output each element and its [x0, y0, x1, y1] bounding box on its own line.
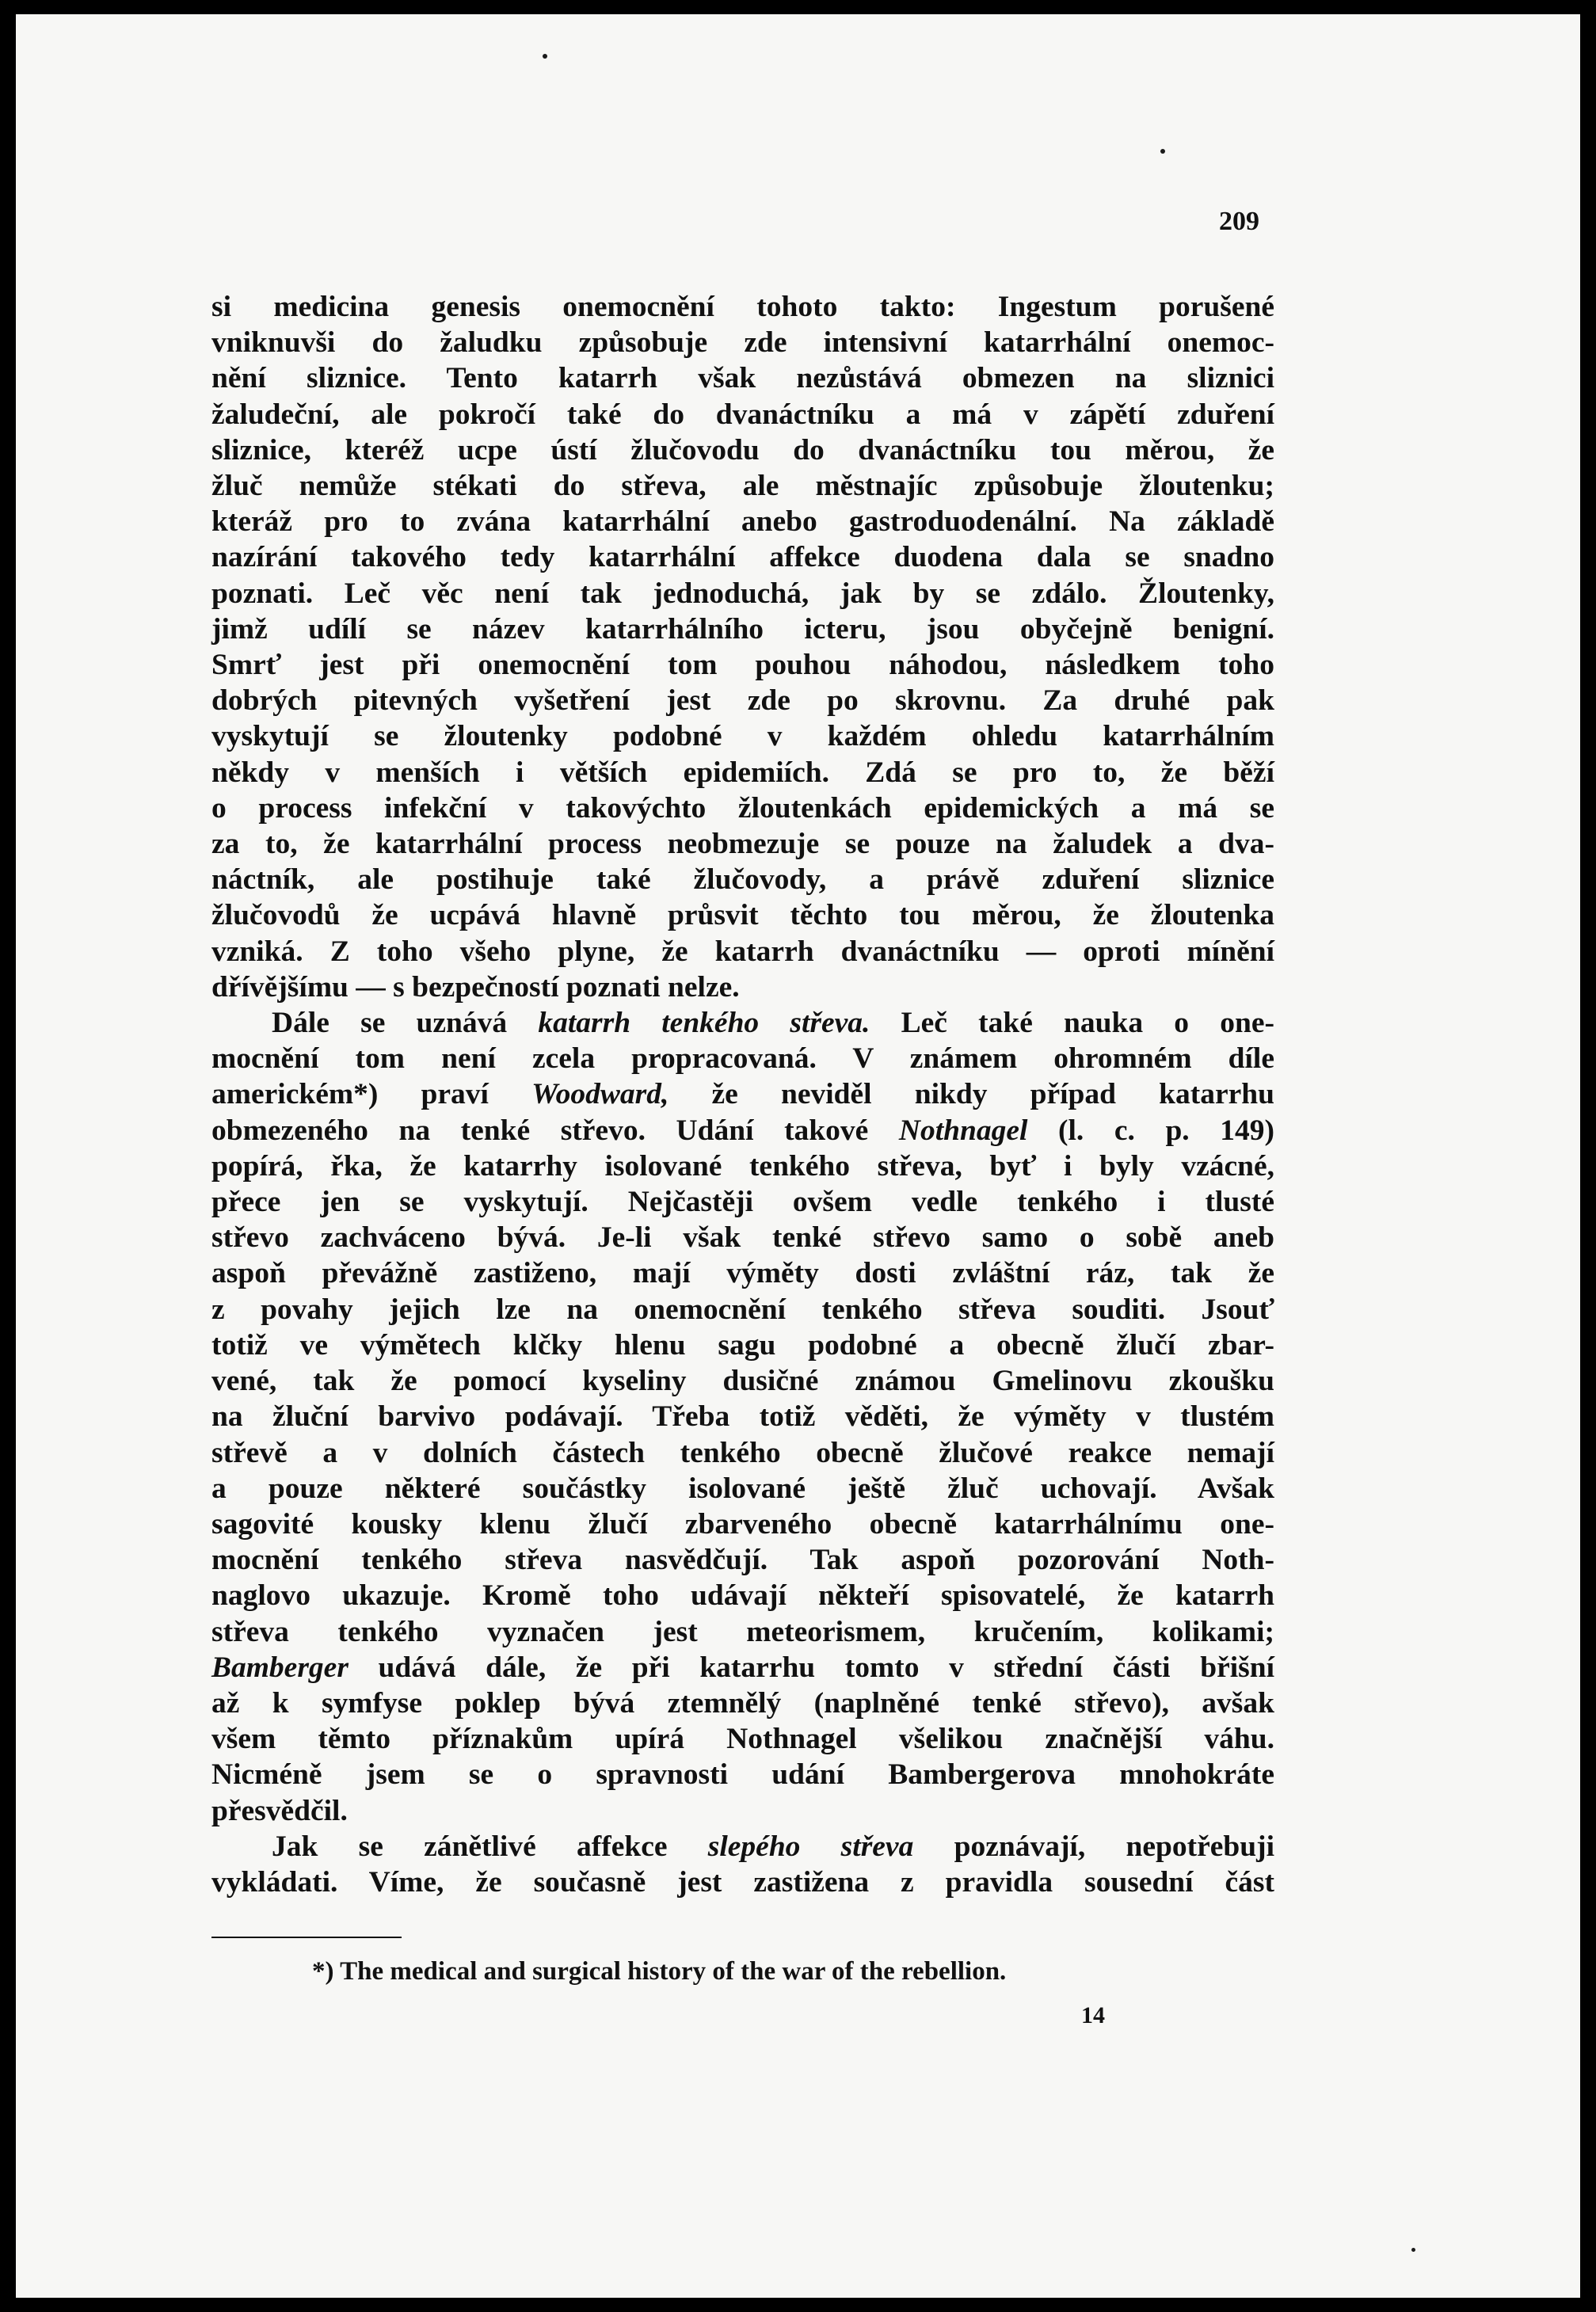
text-run: naglovo ukazuje. Kromě toho udávají někteří spisovatelé, že katarrh: [211, 1579, 1274, 1613]
text-run: dobrých pitevných vyšetření jest zde po skrovnu. Za druhé pak: [211, 684, 1274, 718]
footnote-rule: [211, 1937, 402, 1938]
text-run: vniknuvši do žaludku způsobuje zde intensivní katarrhální onemoc-: [211, 326, 1274, 360]
footnote: *) The medical and surgical history of the war of the rebellion.: [312, 1957, 1007, 1986]
text-line: [211, 1399, 1274, 1434]
text-line: [211, 1041, 1274, 1076]
text-run: za to, že katarrhální process neobmezuje se pouze na žaludek a dva-: [211, 828, 1274, 861]
text-run: až k symfyse poklep bývá ztemnělý (naplněné tenké střevo), avšak: [211, 1686, 1274, 1720]
text-run: všem těmto příznakům upírá Nothnagel všelikou značnější váhu.: [211, 1723, 1274, 1756]
text-run: někdy v menších i větších epidemiích. Zdá se pro to, že běží: [211, 756, 1274, 789]
text-run: žaludeční, ale pokročí také do dvanáctníku a má v zápětí zduření: [211, 398, 1274, 431]
text-run: Jak se zánětlivé affekce: [272, 1830, 708, 1863]
text-run: obmezeného na tenké střevo. Udání takové: [211, 1114, 899, 1147]
text-line: [211, 1614, 1274, 1650]
italic-term: slepého střeva: [707, 1830, 914, 1863]
text-run: mocnění tom není zcela propracovaná. V známem ohromném díle: [211, 1042, 1274, 1076]
text-line: [211, 1471, 1274, 1506]
text-line: [211, 1220, 1274, 1255]
text-run: náctník, ale postihuje také žlučovody, a právě zduření sliznice: [211, 863, 1274, 897]
text-run: žlučovodů že ucpává hlavně průsvit těchto tou měrou, že žloutenka: [211, 899, 1274, 932]
text-run: mocnění tenkého střeva nasvědčují. Tak aspoň pozorování Noth-: [211, 1544, 1274, 1577]
text-run: nění sliznice. Tento katarrh však nezůstává obmezen na sliznici: [211, 362, 1274, 395]
italic-term: katarrh tenkého střeva.: [538, 1007, 870, 1040]
text-line: [211, 360, 1274, 396]
text-run: vené, tak že pomocí kyseliny dusičné známou Gmelinovu zkoušku: [211, 1365, 1274, 1398]
text-run: popírá, řka, že katarrhy isolované tenkého střeva, byť i byly vzácné,: [211, 1149, 1274, 1183]
text-run: střevo zachváceno bývá. Je-li však tenké střevo samo o sobě aneb: [211, 1221, 1274, 1255]
text-run: žluč nemůže stékati do střeva, ale městnajíc způsobuje žloutenku;: [211, 470, 1274, 503]
italic-term: Woodward,: [531, 1078, 669, 1111]
text-line: [211, 611, 1274, 647]
text-run: Dále se uznává: [272, 1007, 539, 1040]
text-run: přece jen se vyskytují. Nejčastěji ovšem vedle tenkého i tlusté: [211, 1186, 1274, 1219]
text-line: [211, 397, 1274, 432]
text-line: [211, 790, 1274, 826]
text-line: [211, 718, 1274, 754]
text-run: o process infekční v takovýchto žloutenkách epidemických a má se: [211, 791, 1274, 825]
text-line: [211, 934, 1274, 969]
text-line: [211, 468, 1274, 504]
text-line: [211, 862, 1274, 897]
text-line: [211, 1793, 1274, 1829]
book-page: [16, 14, 1580, 2298]
italic-term: Bamberger: [211, 1651, 349, 1684]
text-line: [211, 432, 1274, 468]
text-line: [211, 1506, 1274, 1542]
text-run: sliznice, kteréž ucpe ústí žlučovodu do dvanáctníku tou měrou, že: [211, 433, 1274, 467]
text-line: [211, 1327, 1274, 1363]
text-run: přesvědčil.: [211, 1794, 348, 1827]
speck-mark: [543, 54, 547, 59]
text-line: [211, 1542, 1274, 1578]
text-line: [211, 325, 1274, 360]
text-line: [211, 1650, 1274, 1685]
text-run: nazírání takového tedy katarrhální affekce duodena dala se snadno: [211, 541, 1274, 574]
text-line: [211, 576, 1274, 611]
body-text: [211, 289, 1274, 1900]
text-line: [211, 289, 1274, 325]
text-line: [211, 1113, 1274, 1148]
text-run: poznati. Leč věc není tak jednoduchá, jak by se zdálo. Žloutenky,: [211, 577, 1274, 610]
text-run: z povahy jejich lze na onemocnění tenkého střeva souditi. Jsouť: [211, 1293, 1274, 1326]
text-run: Smrť jest při onemocnění tom pouhou náhodou, následkem toho: [211, 649, 1274, 682]
text-run: střevě a v dolních částech tenkého obecně žlučové reakce nemají: [211, 1436, 1274, 1469]
text-run: aspoň převážně zastiženo, mají výměty dosti zvláštní ráz, tak že: [211, 1257, 1274, 1290]
text-run: vykládati. Víme, že současně jest zastižena z pravidla sousední část: [211, 1865, 1274, 1899]
text-run: dřívějšímu — s bezpečností poznati nelze.: [211, 970, 740, 1004]
text-line: [211, 1005, 1274, 1041]
italic-term: Nothnagel: [898, 1114, 1028, 1147]
text-line: [211, 1721, 1274, 1757]
text-line: [211, 1829, 1274, 1864]
signature-mark: 14: [1081, 2002, 1105, 2028]
text-line: [211, 504, 1274, 539]
text-run: si medicina genesis onemocnění tohoto takto: Ingestum porušené: [211, 291, 1274, 323]
text-line: [211, 755, 1274, 790]
text-line: [211, 1255, 1274, 1291]
text-run: vzniká. Z toho všeho plyne, že katarrh dvanáctníku — oproti mínění: [211, 935, 1274, 968]
text-run: jimž udílí se název katarrhálního icteru, jsou obyčejně benigní.: [211, 612, 1274, 646]
text-line: [211, 1435, 1274, 1471]
text-run: americkém*) praví: [211, 1078, 532, 1111]
text-run: a pouze některé součástky isolované ještě žluč uchovají. Avšak: [211, 1472, 1274, 1505]
text-run: sagovité kousky klenu žlučí zbarveného obecně katarrhálnímu one-: [211, 1507, 1274, 1541]
text-run: udává dále, že při katarrhu tomto v střední části břišní: [348, 1651, 1274, 1684]
text-run: střeva tenkého vyznačen jest meteorismem, kručením, kolikami;: [211, 1615, 1274, 1648]
text-line: [211, 1184, 1274, 1220]
text-line: [211, 647, 1274, 683]
text-line: [211, 969, 1274, 1005]
text-line: [211, 1578, 1274, 1613]
text-line: [211, 1685, 1274, 1721]
text-line: [211, 897, 1274, 933]
speck-mark: [1411, 2248, 1415, 2252]
text-line: [211, 539, 1274, 575]
text-line: [211, 1148, 1274, 1184]
text-line: [211, 683, 1274, 718]
text-run: Leč také nauka o one-: [870, 1007, 1274, 1040]
text-run: Nicméně jsem se o spravnosti udání Bambergerova mnohokráte: [211, 1758, 1274, 1792]
text-run: že neviděl nikdy případ katarrhu: [668, 1078, 1274, 1111]
speck-mark: [1160, 149, 1165, 154]
page-number: 209: [1219, 207, 1259, 236]
text-line: [211, 1363, 1274, 1399]
text-line: [211, 1076, 1274, 1112]
text-run: poznávají, nepotřebuji: [913, 1830, 1274, 1863]
text-run: vyskytují se žloutenky podobné v každém ohledu katarrhálním: [211, 720, 1274, 753]
text-line: [211, 1864, 1274, 1900]
text-run: (l. c. p. 149): [1027, 1114, 1274, 1147]
text-line: [211, 1292, 1274, 1327]
text-run: na žluční barvivo podávají. Třeba totiž věděti, že výměty v tlustém: [211, 1400, 1274, 1434]
text-run: totiž ve výmětech klčky hlenu sagu podobné a obecně žlučí zbar-: [211, 1328, 1274, 1362]
text-line: [211, 1757, 1274, 1792]
text-line: [211, 826, 1274, 862]
text-run: kteráž pro to zvána katarrhální anebo gastroduodenální. Na základě: [211, 505, 1274, 539]
